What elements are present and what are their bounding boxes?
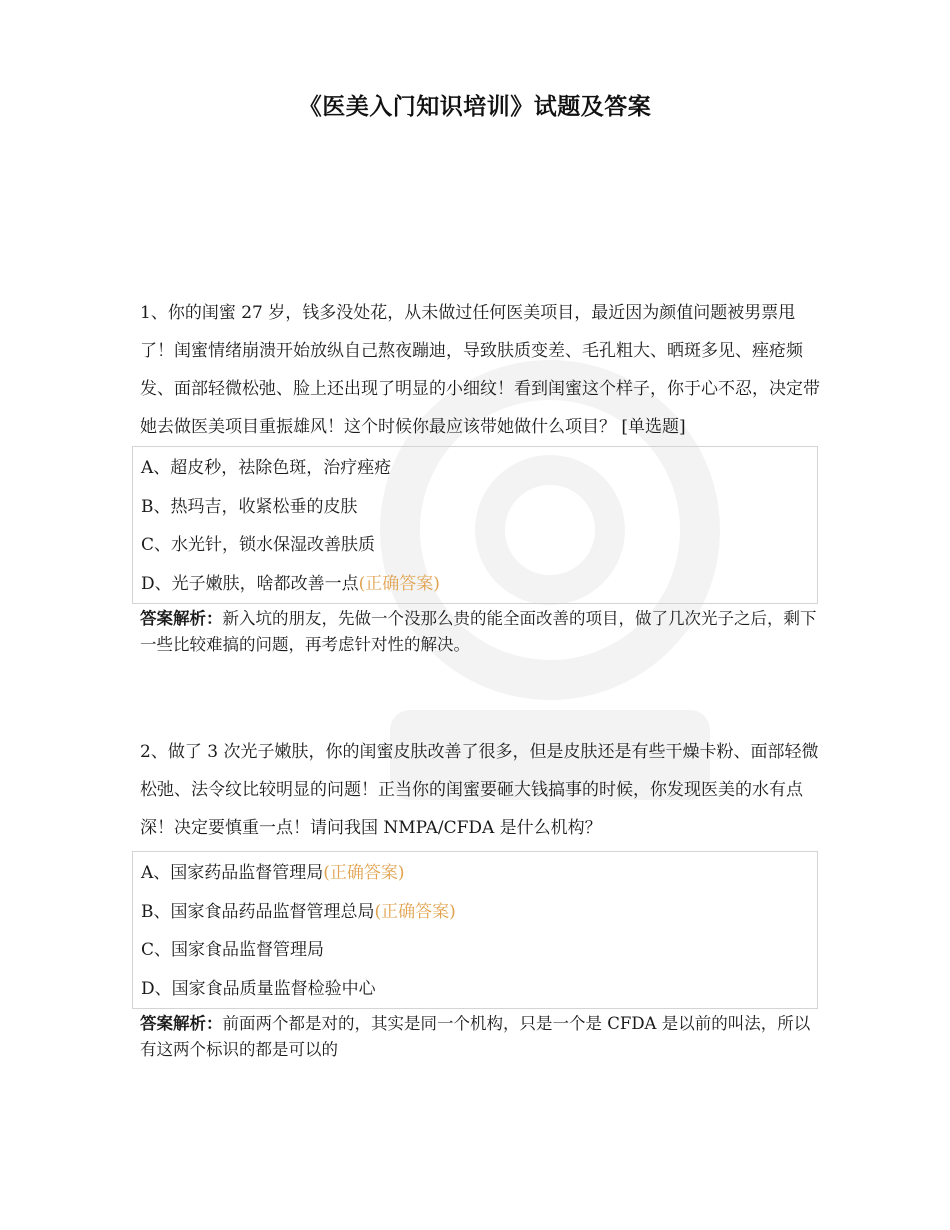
analysis-label: 答案解析： <box>140 1014 223 1033</box>
analysis-text: 前面两个都是对的，其实是同一个机构，只是一个是 CFDA 是以前的叫法，所以有这两个标识的都是可以的 <box>140 1014 811 1059</box>
option-text: C、水光针，锁水保湿改善肤质 <box>141 535 376 555</box>
option-c[interactable] <box>141 931 817 970</box>
option-text: D、光子嫩肤，啥都改善一点 <box>141 573 359 594</box>
option-d[interactable] <box>141 970 817 1009</box>
analysis-label: 答案解析： <box>140 609 223 628</box>
option-c[interactable] <box>141 526 817 565</box>
answer-analysis <box>140 606 820 658</box>
option-b[interactable] <box>141 893 817 932</box>
option-b[interactable] <box>141 488 817 527</box>
option-text: B、热玛吉，收紧松垂的皮肤 <box>141 496 358 517</box>
option-d[interactable] <box>141 565 817 604</box>
correct-answer-mark: (正确答案) <box>323 863 405 883</box>
question-text: 1、你的闺蜜 27 岁，钱多没处花，从未做过任何医美项目，最近因为颜值问题被男票甩了！闺蜜情绪崩溃开始放纵自己熬夜蹦迪，导致肤质变差、毛孔粗大、晒斑多见、痤疮频发、面部轻微松弛、脸上还出现了明显的小细纹！看到闺蜜这个样子，你于心不忍，决定带她去做医美项目重振雄风！这个时候你最应该带她做什么项目？ [单选题] <box>140 303 820 437</box>
analysis-text: 新入坑的朋友，先做一个没那么贵的能全面改善的项目，做了几次光子之后，剩下一些比较难搞的问题，再考虑针对性的解决。 <box>140 609 817 654</box>
document-title: 《医美入门知识培训》试题及答案 <box>298 94 652 120</box>
option-text: A、超皮秒，祛除色斑，治疗痤疮 <box>141 458 392 478</box>
option-a[interactable] <box>141 449 817 488</box>
option-text: C、国家食品监督管理局 <box>141 940 325 960</box>
question-1 <box>140 294 820 658</box>
options-box <box>132 851 818 1009</box>
option-text: D、国家食品质量监督检验中心 <box>141 978 376 999</box>
option-text: A、国家药品监督管理局 <box>141 863 324 883</box>
correct-answer-mark: (正确答案) <box>358 573 440 594</box>
option-a[interactable] <box>141 854 817 893</box>
answer-analysis <box>140 1011 820 1063</box>
correct-answer-mark: (正确答案) <box>374 901 456 922</box>
option-text: B、国家食品药品监督管理总局 <box>141 901 375 922</box>
options-box <box>132 446 818 604</box>
question-text: 2、做了 3 次光子嫩肤，你的闺蜜皮肤改善了很多，但是皮肤还是有些干燥卡粉、面部轻微松弛、法令纹比较明显的问题！正当你的闺蜜要砸大钱搞事的时候，你发现医美的水有点深！决定要慎重一点！请问我国 NMPA/CFDA 是什么机构？ <box>140 742 819 838</box>
question-2 <box>140 733 820 1063</box>
